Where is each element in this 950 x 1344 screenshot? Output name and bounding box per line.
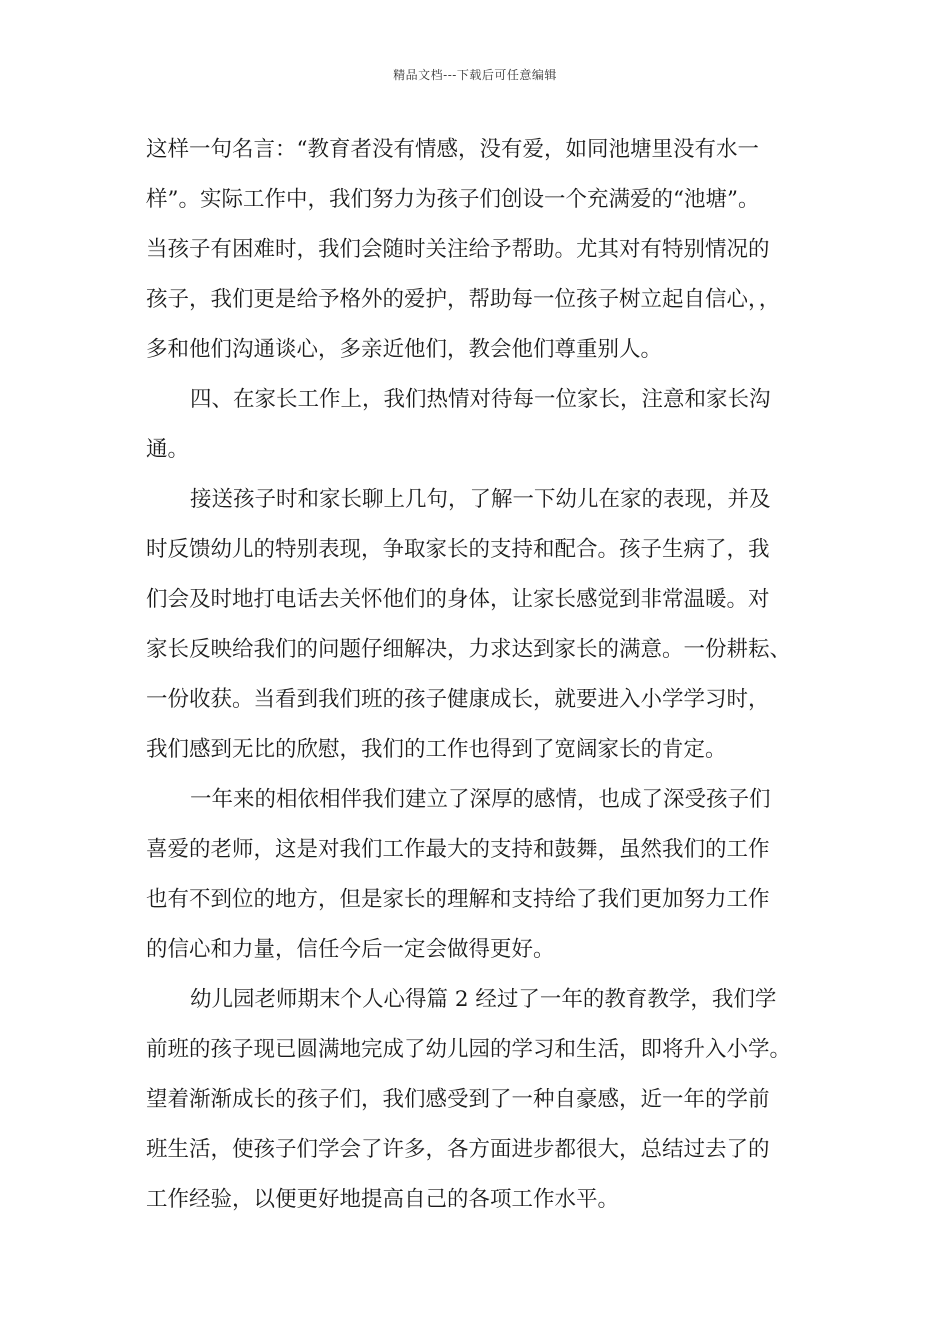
text-line: 一份收获。当看到我们班的孩子健康成长，就要进入小学学习时， (146, 687, 770, 712)
text-line: 前班的孩子现已圆满地完成了幼儿园的学习和生活，即将升入小学。 (146, 1037, 792, 1062)
text-line: 工作经验，以便更好地提高自己的各项工作水平。 (146, 1187, 620, 1212)
text-line: 的信心和力量，信任今后一定会做得更好。 (146, 937, 555, 962)
text-line: 也有不到位的地方，但是家长的理解和支持给了我们更加努力工作 (146, 887, 770, 912)
paragraph-start-line: 接送孩子时和家长聊上几句，了解一下幼儿在家的表现，并及 (190, 487, 771, 512)
text-line: 们会及时地打电话去关怀他们的身体，让家长感觉到非常温暖。对 (146, 587, 770, 612)
page-header: 精品文档---下载后可任意编辑 (393, 68, 557, 82)
text-line: 家长反映给我们的问题仔细解决，力求达到家长的满意。一份耕耘、 (146, 637, 792, 662)
text-line: 通。 (146, 437, 190, 462)
text-line: 当孩子有困难时，我们会随时关注给予帮助。尤其对有特别情况的 (146, 237, 770, 262)
text-line: 班生活，使孩子们学会了许多，各方面进步都很大，总结过去了的 (146, 1137, 770, 1162)
text-line: 我们感到无比的欣慰，我们的工作也得到了宽阔家长的肯定。 (146, 737, 727, 762)
text-line: 样”。实际工作中，我们努力为孩子们创设一个充满爱的“池塘”。 (146, 187, 760, 212)
text-line: 望着渐渐成长的孩子们，我们感受到了一种自豪感，近一年的学前 (146, 1087, 770, 1112)
text-line: 时反馈幼儿的特别表现，争取家长的支持和配合。孩子生病了，我 (146, 537, 770, 562)
text-line: 多和他们沟通谈心，多亲近他们，教会他们尊重别人。 (146, 337, 663, 362)
text-line: 孩子，我们更是给予格外的爱护，帮助每一位孩子树立起自信心，， (146, 287, 781, 312)
document-body (146, 125, 836, 1225)
paragraph-start-line: 四、在家长工作上，我们热情对待每一位家长，注意和家长沟 (190, 387, 771, 412)
text-line: 这样一句名言：“教育者没有情感，没有爱，如同池塘里没有水一 (146, 137, 759, 162)
paragraph-start-line: 一年来的相依相伴我们建立了深厚的感情，也成了深受孩子们 (190, 787, 771, 812)
text-line: 喜爱的老师，这是对我们工作最大的支持和鼓舞，虽然我们的工作 (146, 837, 770, 862)
paragraph-start-line: 幼儿园老师期末个人心得篇 2 经过了一年的教育教学，我们学 (190, 987, 777, 1012)
